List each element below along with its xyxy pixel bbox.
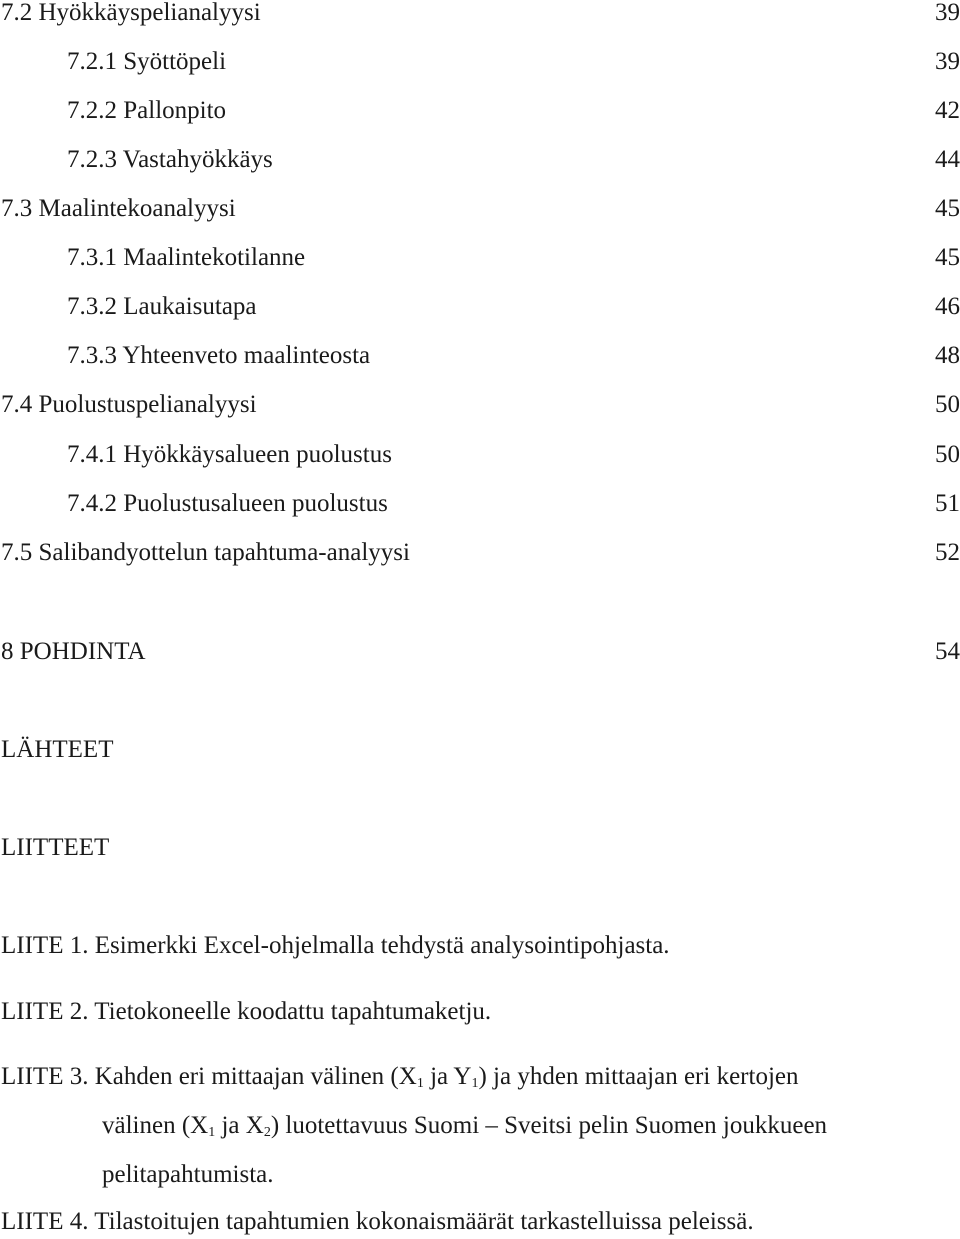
appendix-2-text: LIITE 2. Tietokoneelle koodattu tapahtumaketju. <box>1 998 492 1025</box>
appendix-3-text: pelitapahtumista. <box>102 1161 274 1188</box>
toc-entry-page: 50 <box>935 391 960 418</box>
toc-entry[interactable] <box>0 291 960 323</box>
toc-entry-page: 51 <box>935 490 960 517</box>
subscript: 2 <box>263 1125 271 1140</box>
subscript: 1 <box>471 1076 479 1091</box>
toc-entry-title: 7.2.3 Vastahyökkäys <box>67 146 273 173</box>
appendix-3-text: LIITE 3. Kahden eri mittaajan välinen (X <box>1 1063 417 1090</box>
toc-entry-page: 45 <box>935 244 960 271</box>
toc-entry-title: 8 POHDINTA <box>1 638 146 665</box>
appendix-4-text: LIITE 4. Tilastoitujen tapahtumien kokonaismäärät tarkastelluissa peleissä. <box>1 1208 754 1235</box>
toc-entry-title: 7.3 Maalintekoanalyysi <box>1 195 236 222</box>
appendix-3-line-2 <box>102 1110 827 1142</box>
appendix-1[interactable] <box>1 930 951 962</box>
toc-entry[interactable] <box>0 537 960 569</box>
subscript: 1 <box>208 1125 216 1140</box>
appendix-3[interactable] <box>1 1061 951 1093</box>
toc-entry[interactable] <box>0 389 960 421</box>
toc-entry-liitteet[interactable] <box>0 832 960 864</box>
toc-entry-pohdinta[interactable] <box>0 636 960 668</box>
toc-entry-title: 7.4.2 Puolustusalueen puolustus <box>67 490 388 517</box>
toc-entry-title: 7.2.1 Syöttöpeli <box>67 48 227 75</box>
toc-entry-lahteet[interactable] <box>0 734 960 766</box>
toc-entry-title: 7.3.2 Laukaisutapa <box>67 293 257 320</box>
appendix-2[interactable] <box>1 996 951 1028</box>
toc-entry-page: 46 <box>935 293 960 320</box>
toc-entry[interactable] <box>0 46 960 78</box>
subscript: 1 <box>416 1076 424 1091</box>
appendix-3-line-3 <box>102 1159 273 1191</box>
toc-entry-page: 52 <box>935 539 960 566</box>
toc-entry-title: 7.4 Puolustuspelianalyysi <box>1 391 257 418</box>
toc-entry-title: 7.4.1 Hyökkäysalueen puolustus <box>67 441 392 468</box>
toc-entry[interactable] <box>0 439 960 471</box>
toc-entry-page: 54 <box>935 638 960 665</box>
toc-entry-title: LÄHTEET <box>1 736 114 763</box>
appendix-3-text: ja Y <box>423 1063 472 1090</box>
appendix-3-text: välinen (X <box>102 1112 209 1139</box>
toc-entry-title: 7.5 Salibandyottelun tapahtuma-analyysi <box>1 539 410 566</box>
appendix-3-line-1 <box>1 1063 799 1090</box>
toc-entry-page: 44 <box>935 146 960 173</box>
toc-entry-page: 50 <box>935 441 960 468</box>
toc-entry[interactable] <box>0 95 960 127</box>
toc-entry[interactable] <box>0 242 960 274</box>
appendix-3-text: ja X <box>215 1112 264 1139</box>
appendix-4[interactable] <box>1 1206 951 1238</box>
toc-entry[interactable] <box>0 0 960 29</box>
toc-entry-page: 42 <box>935 97 960 124</box>
toc-entry-page: 45 <box>935 195 960 222</box>
toc-entry-title: 7.2.2 Pallonpito <box>67 97 227 124</box>
toc-entry[interactable] <box>0 193 960 225</box>
toc-entry[interactable] <box>0 488 960 520</box>
toc-entry-title: 7.2 Hyökkäyspelianalyysi <box>1 0 261 26</box>
toc-entry-title: 7.3.1 Maalintekotilanne <box>67 244 306 271</box>
appendix-3-text: ) luotettavuus Suomi – Sveitsi pelin Suomen joukkueen <box>270 1112 828 1139</box>
toc-entry-page: 39 <box>935 48 960 75</box>
toc-entry[interactable] <box>0 340 960 372</box>
toc-entry[interactable] <box>0 144 960 176</box>
toc-entry-title: LIITTEET <box>1 834 110 861</box>
appendix-3-text: ) ja yhden mittaajan eri kertojen <box>478 1063 799 1090</box>
toc-entry-page: 48 <box>935 342 960 369</box>
appendix-1-text: LIITE 1. Esimerkki Excel-ohjelmalla tehdystä analysointipohjasta. <box>1 932 670 959</box>
toc-entry-page: 39 <box>935 0 960 26</box>
toc-entry-title: 7.3.3 Yhteenveto maalinteosta <box>67 342 371 369</box>
